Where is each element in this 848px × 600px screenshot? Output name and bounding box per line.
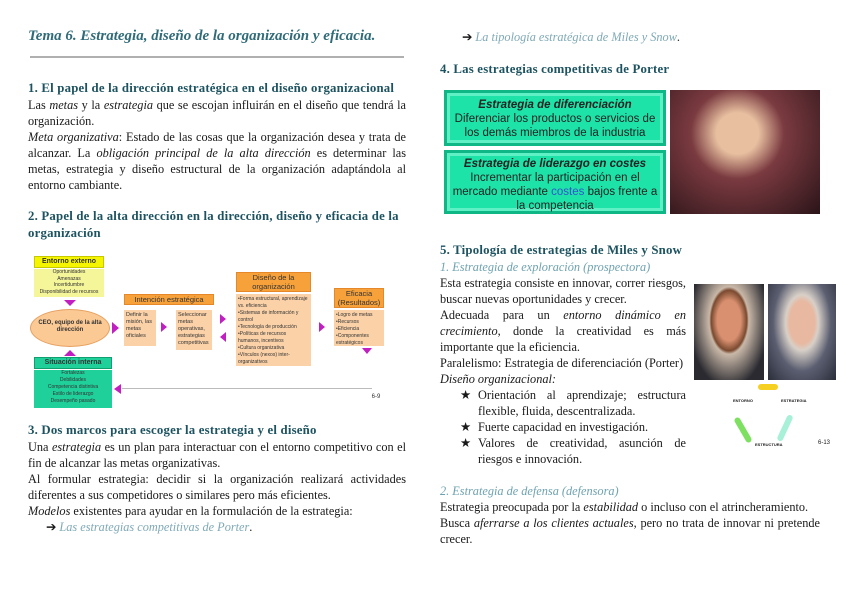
- star-icon: ★: [460, 420, 472, 434]
- interna-items: [34, 370, 112, 408]
- diseno-items: [236, 294, 311, 366]
- text: Busca: [440, 516, 474, 530]
- document-title: Tema 6. Estrategia, diseño de la organización y eficacia.: [28, 28, 376, 44]
- star-icon: ★: [460, 436, 472, 450]
- text: Adecuada para un: [440, 308, 564, 322]
- section-1: [28, 80, 406, 193]
- porter-link-item: ➔ Las estrategias competitivas de Porter.: [46, 520, 253, 534]
- feedback-line: [122, 388, 372, 389]
- cycle-arrow-icon: [776, 414, 793, 442]
- text: Fortalezas: [61, 370, 85, 376]
- arrow-right-icon: ➔: [462, 30, 473, 44]
- ceo-ellipse: CEO, equipo de la alta dirección: [30, 309, 110, 347]
- cycle-label: ENTORNO: [733, 398, 753, 403]
- text: : Estado de las cosas que la organización desea y trata de alcanzar. La: [28, 130, 406, 160]
- box-text: bajos frente a la competencia: [516, 186, 658, 212]
- text: Competencia distintiva: [47, 384, 99, 390]
- section-3: [28, 422, 406, 535]
- porter-link[interactable]: Las estrategias competitivas de Porter: [59, 520, 250, 534]
- snow-photo: [768, 284, 836, 380]
- miles-photo: [694, 284, 764, 380]
- arrow-right-icon: [319, 322, 325, 332]
- box-title: Estrategia de liderazgo en costes: [463, 158, 647, 170]
- costes-link[interactable]: costes: [551, 186, 585, 198]
- porter-photo: [670, 90, 820, 214]
- text: Desempeño pasado: [50, 398, 96, 404]
- section-2: [28, 208, 406, 242]
- box-text: Diferenciar los productos o servicios de los demás miembros de la industria: [454, 113, 656, 139]
- text: •Componentes estratégicos: [336, 333, 369, 346]
- text: •Forma estructural, aprendizaje vs. eficiencia: [238, 296, 308, 309]
- text: obligación principal de la alta dirección: [96, 146, 311, 160]
- star-icon: ★: [460, 388, 472, 402]
- list-item: [460, 387, 686, 419]
- text: Paralelismo: Estrategia de diferenciación (Porter): [440, 356, 684, 370]
- text: estabilidad: [583, 500, 639, 514]
- section-3-heading: 3. Dos marcos para escoger la estrategia y el diseño: [28, 423, 317, 437]
- text: [440, 499, 820, 515]
- arrow-left-icon: [220, 332, 226, 342]
- arrow-down-icon: [64, 300, 76, 306]
- section-1-heading: 1. El papel de la dirección estratégica en el diseño organizacional: [28, 81, 395, 95]
- subsection-1-heading: 1. Estrategia de exploración (prospectora): [440, 260, 651, 274]
- text: , pero no trata de innovar ni pretende crecer.: [440, 516, 820, 546]
- arrow-right-icon: [112, 322, 119, 334]
- list-item: [460, 419, 686, 435]
- diseno-title: Diseño de la organización: [236, 272, 311, 292]
- text: •Recursos: [336, 319, 359, 325]
- text: •Eficiencia: [336, 326, 360, 332]
- title-divider: [30, 56, 404, 58]
- box-text: Incrementar la participación en el mercado mediante: [452, 172, 640, 198]
- section-5-heading: 5. Tipología de estrategias de Miles y Snow: [440, 243, 683, 257]
- section-2-heading: 2. Papel de la alta dirección en la dirección, diseño y eficacia de la organización: [28, 209, 399, 240]
- text: Amenazas: [57, 275, 81, 282]
- arrow-left-icon: [114, 384, 121, 394]
- text: Oportunidades: [52, 269, 86, 275]
- text: Orientación al aprendizaje; estructura flexible, fluida, descentralizada.: [478, 388, 686, 418]
- text: Meta organizativa: [28, 130, 119, 144]
- text: [440, 307, 686, 355]
- text: Incertidumbre: [53, 282, 85, 288]
- list-item: [460, 435, 686, 467]
- text: •Sistemas de información y control: [238, 310, 299, 323]
- arrow-right-icon: [161, 322, 167, 332]
- intencion-title: Intención estratégica: [124, 294, 214, 305]
- cycle-label: ESTRUCTURA: [755, 442, 783, 447]
- text: que se escojan influirán en el diseño que tendrá la organización.: [28, 98, 406, 128]
- design-bullets: [460, 387, 686, 467]
- text: •Cultura organizativa: [238, 345, 285, 351]
- section-3-paragraph-2: Al formular estrategia: decidir si la organización realizará actividades diferentes a sus competidores o similares pero más eficientes.: [28, 472, 406, 502]
- text: [440, 515, 820, 547]
- strategy-diagram: [28, 254, 408, 406]
- entorno-title: Entorno externo: [34, 256, 104, 268]
- miles-snow-link[interactable]: La tipología estratégica de Miles y Snow: [475, 30, 677, 44]
- cycle-arrow-icon: [733, 416, 752, 443]
- miles-snow-link-item: ➔ La tipología estratégica de Miles y Snow.: [462, 30, 680, 44]
- text: Estilo de liderazgo: [52, 391, 94, 397]
- section-1-paragraph-2: [28, 129, 406, 193]
- subsection-2-heading: 2. Estrategia de defensa (defensora): [440, 484, 619, 498]
- section-5: [440, 242, 686, 467]
- interna-title: Situación interna: [34, 357, 112, 369]
- text: Estrategia preocupada por la: [440, 500, 584, 514]
- text: estrategia: [51, 440, 102, 454]
- text: Esta estrategia consiste en innovar, correr riesgos, buscar nuevas oportunidades y crecer.: [440, 276, 686, 306]
- subsection-2: [440, 483, 820, 547]
- section-4-heading: 4. Las estrategias competitivas de Porter: [440, 62, 670, 76]
- text: es un plan para interactuar con el entorno competitivo con el fin de alcanzar las metas organizativas.: [28, 440, 406, 470]
- text: , donde la creatividad es más importante que la eficiencia.: [440, 324, 686, 354]
- text: Valores de creatividad, asunción de riesgos e innovación.: [478, 436, 686, 466]
- text: Las: [28, 98, 50, 112]
- intencion-b: Seleccionar metas operativas, estrategias competitivas: [176, 310, 212, 350]
- text: y la: [78, 98, 104, 112]
- differentiation-strategy-box: [444, 90, 666, 146]
- text: Fuerte capacidad en investigación.: [478, 420, 649, 434]
- arrow-right-icon: ➔: [46, 520, 57, 534]
- slide-number: 6-13: [818, 440, 831, 446]
- text: estrategia: [103, 98, 154, 112]
- text: •Logro de metas: [336, 312, 373, 318]
- slide-number: 6-9: [371, 394, 381, 400]
- text: Disponibilidad de recursos: [39, 288, 99, 295]
- text: •Tecnología de producción: [238, 324, 297, 330]
- text: Modelos: [28, 504, 71, 518]
- text: existentes para ayudar en la formulación de la estrategia:: [70, 504, 353, 518]
- text: o incluso con el atrincheramiento.: [638, 500, 809, 514]
- eficacia-items: [334, 310, 384, 346]
- text: •Vínculos (nexos) inter-organizativos: [238, 352, 290, 365]
- section-3-paragraph-1: [28, 439, 406, 471]
- cost-leadership-box: [444, 150, 666, 214]
- eficacia-title: Eficacia (Resultados): [334, 288, 384, 308]
- section-1-paragraph-1: [28, 97, 406, 129]
- text: aferrarse a los clientes actuales: [473, 516, 634, 530]
- arrow-down-icon: [362, 348, 372, 354]
- section-3-paragraph-3: [28, 503, 406, 519]
- text: es determinar las metas, estrategia y diseño estructural de la organización adaptándola al entorno cambiante.: [28, 146, 407, 192]
- text: Diseño organizacional:: [440, 372, 557, 386]
- text: entorno dinámico en crecimiento: [440, 308, 686, 338]
- text: Debilidades: [59, 377, 87, 383]
- arrow-right-icon: [220, 314, 226, 324]
- text: metas: [49, 98, 79, 112]
- entorno-items: [34, 269, 104, 297]
- cycle-arrow-icon: [758, 384, 778, 390]
- arrow-up-icon: [64, 350, 76, 356]
- cycle-label: ESTRATEGIA: [781, 398, 807, 403]
- intencion-a: Definir la misión, las metas oficiales: [124, 310, 156, 346]
- box-title: Estrategia de diferenciación: [478, 99, 632, 111]
- text: Una: [28, 440, 52, 454]
- text: •Políticas de recursos humanos, incentivos: [238, 331, 287, 344]
